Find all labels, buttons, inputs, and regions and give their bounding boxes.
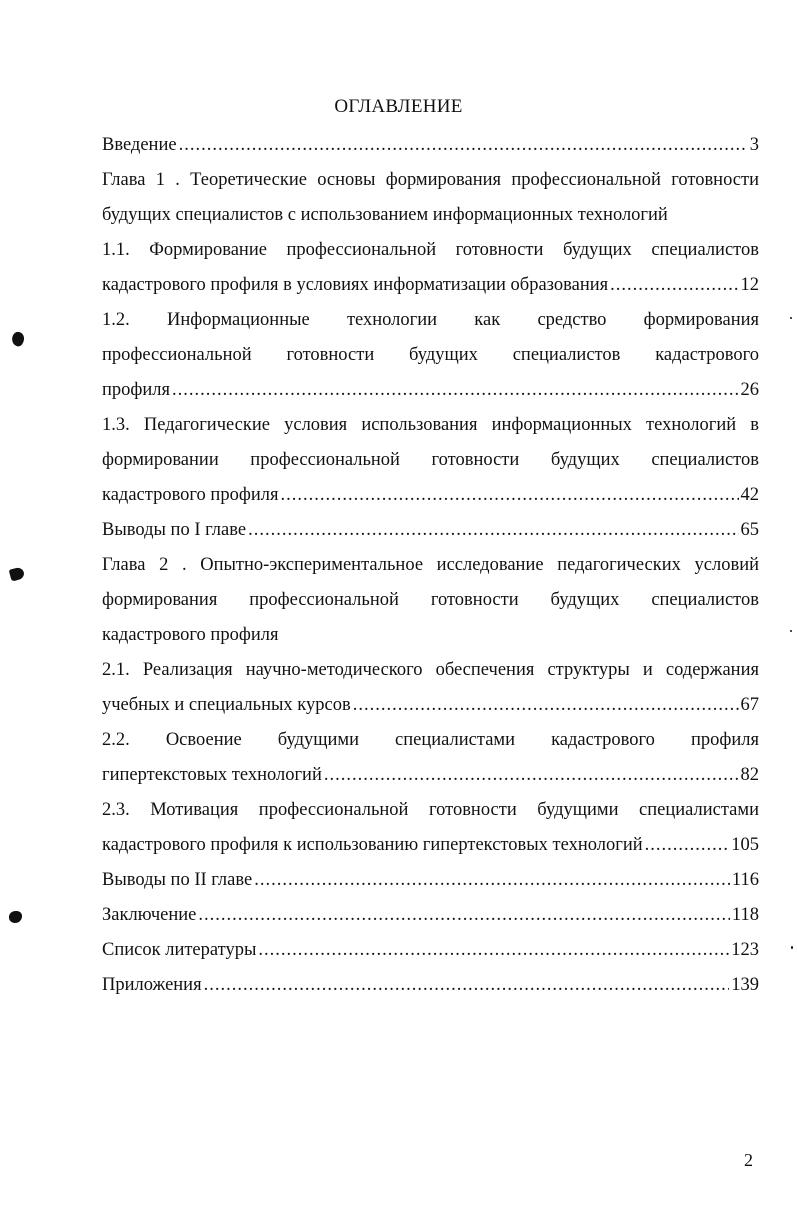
toc-entry: [102, 828, 759, 863]
toc-entry: [102, 128, 759, 163]
toc-entry-text: будущих специалистов с использованием информационных технологий: [102, 205, 668, 225]
toc-entry-title: Введение: [102, 135, 177, 155]
dot-leader: [353, 688, 739, 723]
toc-entry-text: 1.3. Педагогические условия использования информационных технологий в: [102, 415, 759, 435]
toc-entry-text: 2.1. Реализация научно-методического обеспечения структуры и содержания: [102, 660, 759, 680]
toc-entry-page: 3: [749, 135, 759, 155]
toc-entry: [102, 933, 759, 968]
toc-entry: [102, 758, 759, 793]
toc-entry-page: 139: [731, 975, 759, 995]
toc-entry-title: Приложения: [102, 975, 202, 995]
page-number: 2: [744, 1150, 753, 1170]
dot-leader: [179, 128, 748, 163]
toc-entry-text: 1.2. Информационные технологии как средство формирования: [102, 310, 759, 330]
dot-leader: [248, 513, 738, 548]
toc-entry-text: профессиональной готовности будущих специалистов кадастрового: [102, 345, 759, 365]
toc-entry-text: Глава 2 . Опытно-экспериментальное исследование педагогических условий: [102, 555, 759, 575]
toc-entry-page: 42: [740, 485, 759, 505]
toc-entry-page: 82: [740, 765, 759, 785]
toc-entry: [102, 863, 759, 898]
dot-leader: [324, 758, 739, 793]
dot-leader: [172, 373, 738, 408]
scan-speck: [9, 566, 26, 581]
toc-entry-title: Список литературы: [102, 940, 257, 960]
toc-entry: [102, 688, 759, 723]
toc-entry-page: 65: [740, 520, 759, 540]
toc-entry-title: кадастрового профиля: [102, 485, 279, 505]
dot-leader: [204, 968, 730, 1003]
toc-entry-text: формировании профессиональной готовности будущих специалистов: [102, 450, 759, 470]
toc-entry-text: Глава 1 . Теоретические основы формирования профессиональной готовности: [102, 170, 759, 190]
dot-leader: [258, 933, 729, 968]
toc-entry-title: профиля: [102, 380, 171, 400]
toc-entry: [102, 268, 759, 303]
toc-entry-title: Выводы по I главе: [102, 520, 247, 540]
toc-entry-text: 1.1. Формирование профессиональной готовности будущих специалистов: [102, 240, 759, 260]
toc-entry-text: 2.2. Освоение будущими специалистами кадастрового профиля: [102, 730, 759, 750]
toc-entry: [102, 898, 759, 933]
scan-speck: [790, 630, 792, 632]
scan-speck: [9, 911, 22, 923]
dot-leader: [198, 898, 730, 933]
scan-speck: [791, 946, 793, 949]
toc-entry-page: 118: [731, 905, 759, 925]
toc-entry: [102, 478, 759, 513]
toc-entry-title: учебных и специальных курсов: [102, 695, 351, 715]
dot-leader: [254, 863, 730, 898]
toc-entry-page: 123: [731, 940, 759, 960]
toc-entry-text: 2.3. Мотивация профессиональной готовности будущими специалистами: [102, 800, 759, 820]
toc-entry-page: 67: [740, 695, 759, 715]
toc-entry-text: формирования профессиональной готовности будущих специалистов: [102, 590, 759, 610]
toc-entry-title: Заключение: [102, 905, 197, 925]
toc-entry-page: 26: [740, 380, 759, 400]
toc-entry-text: кадастрового профиля: [102, 625, 279, 645]
toc-entry: [102, 968, 759, 1003]
toc-entry-page: 116: [731, 870, 759, 890]
toc-entry: [102, 513, 759, 548]
dot-leader: [645, 828, 730, 863]
toc-entry-page: 12: [740, 275, 759, 295]
dot-leader: [280, 478, 738, 513]
page-title: ОГЛАВЛЕНИЕ: [334, 96, 463, 117]
toc-entry-title: кадастрового профиля в условиях информатизации образования: [102, 275, 609, 295]
toc-entry-page: 105: [731, 835, 759, 855]
toc-entry-title: Выводы по II главе: [102, 870, 253, 890]
dot-leader: [610, 268, 738, 303]
toc-entry: [102, 373, 759, 408]
toc-entry-title: гипертекстовых технологий: [102, 765, 322, 785]
scan-speck: [10, 330, 26, 347]
scan-speck: [790, 317, 792, 319]
toc-entry-title: кадастрового профиля к использованию гипертекстовых технологий: [102, 835, 643, 855]
